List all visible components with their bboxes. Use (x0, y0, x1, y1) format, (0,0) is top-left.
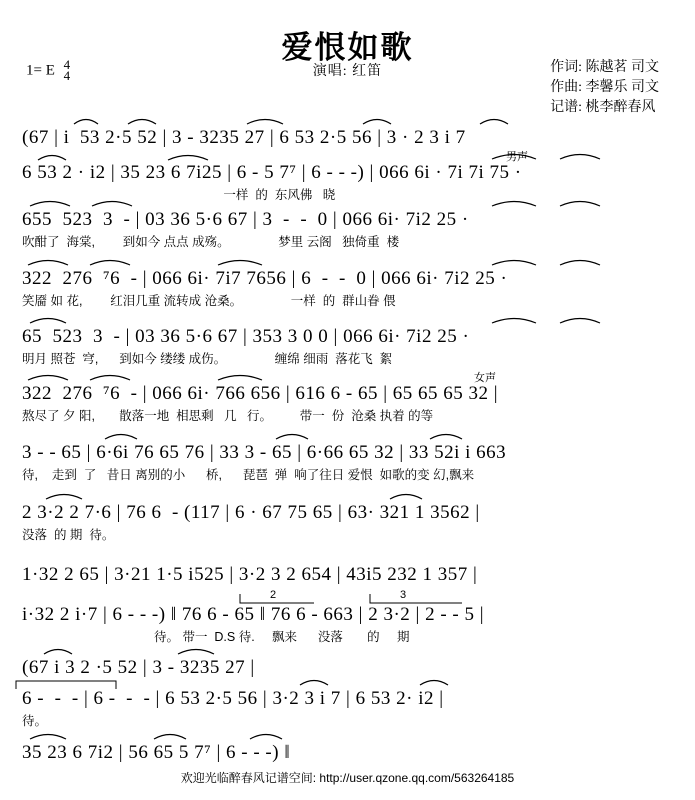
lyrics-row: 明月 照苍 穹, 到如今 缕缕 成伤。 缠绵 细雨 落花飞 絮 (22, 352, 393, 366)
slur (480, 120, 508, 125)
music-line-10 (22, 589, 674, 654)
notation-credit: 记谱: 桃李醉春风 (550, 100, 656, 115)
notes-row: (67 | i 53 2·5 52 | 3 - 3235 27 | 6 53 2·5 56 | 3 · 2 3 i 7 (22, 127, 466, 148)
slur (560, 261, 600, 266)
music-line-8 (22, 500, 674, 552)
slur (46, 495, 82, 500)
footer-credit: 欢迎光临醉春风记谱空间: http://user.qzone.qq.com/563264185 (180, 771, 515, 785)
notes-row: 2 3·2 2 7·6 | 76 6 - (117 | 6 · 67 75 65 | 63· 321 1 3562 | (22, 502, 480, 523)
music-line-3 (22, 207, 674, 259)
slur (492, 319, 536, 324)
lyrics-row: 吹酣了 海棠, 到如今 点点 成殇。 梦里 云阁 独倚重 楼 (22, 235, 400, 249)
notes-row: 322 276 ⁷6 - | 066 6i· 7i7 7656 | 6 - - 0 | 066 6i· 7i2 25 · (22, 268, 508, 289)
notes-row: 35 23 6 7i2 | 56 65 5 7⁷ | 6 - - -) ‖ (22, 742, 291, 763)
singer-label: 演唱: 红笛 (312, 64, 383, 79)
slur (430, 435, 462, 440)
music-line-12 (22, 686, 674, 738)
slur (74, 120, 98, 125)
notes-row: i·32 2 i·7 | 6 - - -) ‖ 76 6 - 65 ‖ 76 6 - 663 | 2 3·2 | 2 - - 5 | (22, 604, 485, 625)
notes-row: 3 - - 65 | 6·6i 76 65 76 | 33 3 - 65 | 6·66 65 32 | 33 52i i 663 (22, 442, 507, 463)
slur (30, 319, 66, 324)
slur (363, 120, 391, 125)
voice-tag-male: 男声 (506, 151, 528, 163)
notes-row: 6 - - - | 6 - - - | 6 53 2·5 56 | 3·2 3 i 7 | 6 53 2· i2 | (22, 688, 444, 709)
key-signature-text: 1= E (26, 62, 55, 79)
music-line-7 (22, 440, 674, 492)
lyrics-row: 待, 走到 了 昔日 离别的小 桥, 琵琶 弹 响了往日 爱恨 如歌的变 幻,飘来 (22, 468, 475, 482)
slur (105, 435, 137, 440)
slur (90, 261, 130, 266)
slur (390, 495, 422, 500)
notes-row: (67 i 3 2 ·5 52 | 3 - 3235 27 | (22, 657, 255, 678)
slur (28, 376, 68, 381)
notes-row: 1·32 2 65 | 3·21 1·5 i525 | 3·2 3 2 654 | 43i5 232 1 357 | (22, 564, 478, 585)
slur (276, 435, 308, 440)
slur (247, 120, 283, 125)
notes-row: 6 53 2 · i2 | 35 23 6 7i25 | 6 - 5 7⁷ | 6 - - -) | 066 6i · 7i 7i 75 · (22, 162, 522, 183)
notes-row: 655 523 3 - | 03 36 5·6 67 | 3 - - 0 | 066 6i· 7i2 25 · (22, 209, 469, 230)
page-title: 爱恨如歌 (281, 30, 414, 65)
lyrics-row: 熬尽了 夕 阳, 散落一地 相思剩 几 行。 带一 份 沧桑 执着 的等 (22, 409, 434, 423)
slur (128, 120, 156, 125)
music-line-5 (22, 324, 674, 376)
key-signature (26, 57, 71, 83)
lyrics-row: 没落 的 期 待。 (22, 528, 115, 542)
music-line-6 (22, 372, 674, 433)
ending-bracket-3: 3 (400, 589, 407, 601)
lyrics-row: 一样 的 东风佛 晓 (22, 188, 336, 202)
notes-row: 65 523 3 - | 03 36 5·6 67 | 353 3 0 0 | 066 6i· 7i2 25 · (22, 326, 470, 347)
slur (90, 376, 130, 381)
slur (28, 261, 68, 266)
ending-bracket-2: 2 (270, 589, 277, 601)
lyricist-credit: 作词: 陈越茗 司文 (550, 60, 659, 75)
lyrics-row: 待。 (22, 714, 48, 728)
time-signature-denominator: 4 (63, 68, 71, 83)
lyrics-row: 笑靥 如 花, 红泪几重 流转成 沧桑。 一样 的 群山眷 偎 (22, 294, 396, 308)
slur (218, 376, 262, 381)
lyrics-row: 待。 带一 D.S 待. 飘来 没落 的 期 (22, 630, 410, 644)
music-line-2 (22, 151, 674, 212)
time-signature (64, 59, 71, 81)
slur (560, 319, 600, 324)
time-signature-numerator: 4 (63, 57, 71, 72)
voice-tag-female: 女声 (474, 372, 496, 384)
notes-row: 322 276 ⁷6 - | 066 6i· 766 656 | 616 6 - 65 | 65 65 65 32 | (22, 383, 499, 404)
credits-block (550, 58, 659, 118)
slur (492, 261, 536, 266)
slur (218, 261, 262, 266)
composer-credit: 作曲: 李馨乐 司文 (550, 80, 659, 95)
music-line-4 (22, 266, 674, 318)
